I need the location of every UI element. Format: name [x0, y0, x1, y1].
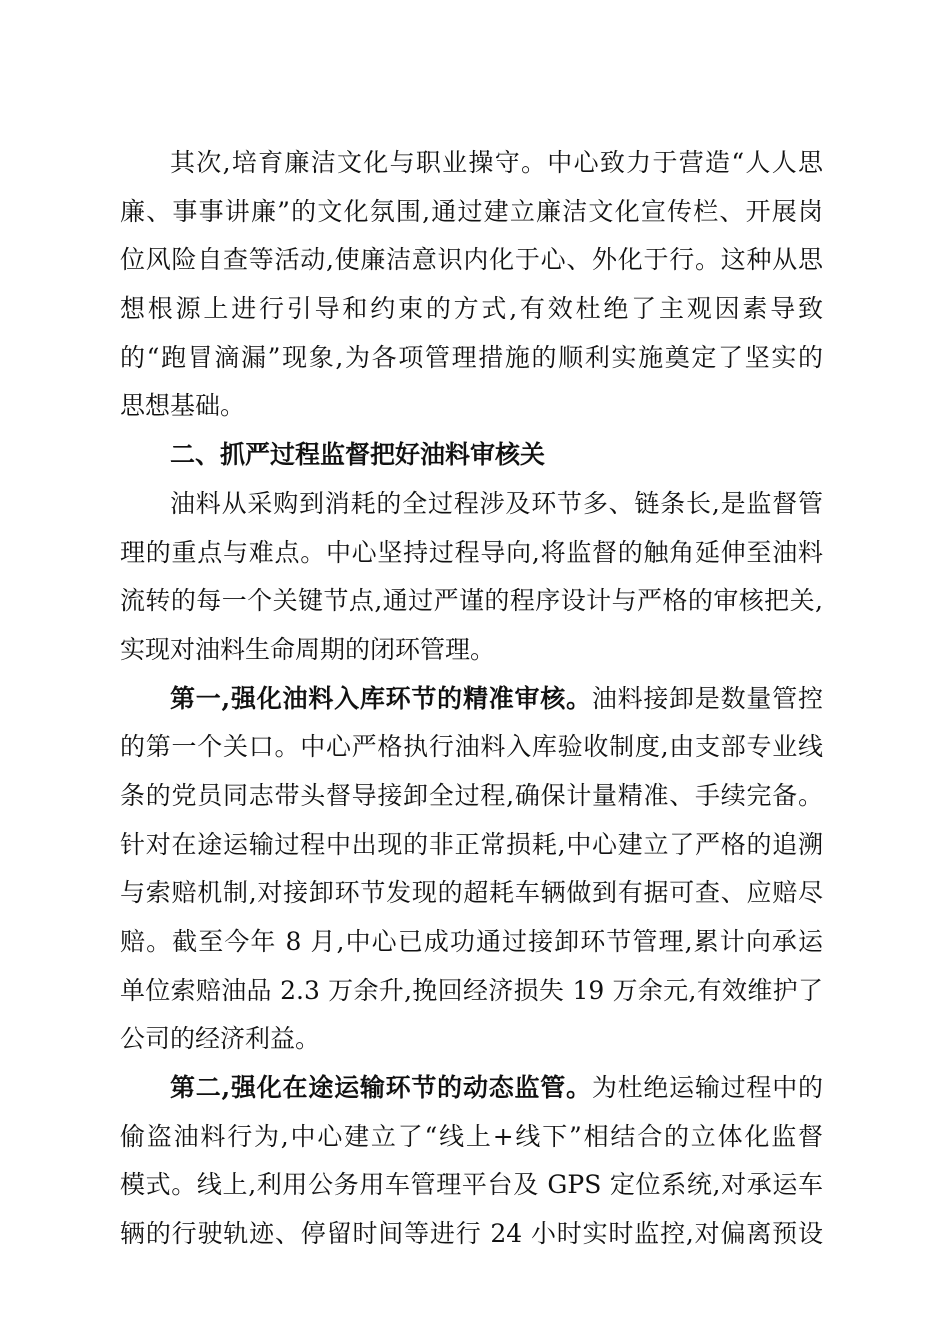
text-line: 单位索赔油品 2.3 万余升,挽回经济损失 19 万余元,有效维护了 [120, 975, 823, 1005]
text-line: 模式。线上,利用公务用车管理平台及 GPS 定位系统,对承运车 [120, 1170, 823, 1200]
text-line [120, 675, 823, 724]
text-line: 公司的经济利益。 [120, 1024, 321, 1054]
text-line: 廉、事事讲廉”的文化氛围,通过建立廉洁文化宣传栏、开展岗 [120, 196, 823, 226]
text-line: 的第一个关口。中心严格执行油料入库验收制度,由支部专业线 [120, 732, 823, 762]
lead-sentence: 第二,强化在途运输环节的动态监管。 [170, 1073, 592, 1103]
section-heading: 二、抓严过程监督把好油料审核关 [170, 440, 546, 470]
text-line: 油料从采购到消耗的全过程涉及环节多、链条长,是监督管 [170, 488, 823, 518]
text-line: 思想基础。 [120, 391, 246, 421]
paragraph-integrity-culture [120, 139, 823, 431]
lead-continuation: 为杜绝运输过程中的 [591, 1073, 823, 1103]
text-line: 偷盗油料行为,中心建立了“线上+线下”相结合的立体化监督 [120, 1121, 823, 1151]
paragraph-transport-monitoring [120, 1064, 823, 1259]
document-page [120, 139, 823, 1259]
text-line: 的“跑冒滴漏”现象,为各项管理措施的顺利实施奠定了坚实的 [120, 342, 823, 372]
paragraph-storage-audit [120, 675, 823, 1065]
text-line: 实现对油料生命周期的闭环管理。 [120, 634, 496, 664]
text-line: 赔。截至今年 8 月,中心已成功通过接卸环节管理,累计向承运 [120, 927, 823, 956]
text-line: 位风险自查等活动,使廉洁意识内化于心、外化于行。这种从思 [120, 245, 823, 275]
text-line: 辆的行驶轨迹、停留时间等进行 24 小时实时监控,对偏离预设 [120, 1219, 823, 1249]
lead-continuation: 油料接卸是数量管控 [591, 683, 823, 713]
text-line: 想根源上进行引导和约束的方式,有效杜绝了主观因素导致 [120, 294, 823, 324]
lead-sentence: 第一,强化油料入库环节的精准审核。 [170, 683, 592, 713]
text-line: 其次,培育廉洁文化与职业操守。中心致力于营造“人人思 [170, 148, 823, 177]
text-line: 条的党员同志带头督导接卸全过程,确保计量精准、手续完备。 [120, 780, 823, 810]
text-line [120, 1064, 823, 1113]
text-line: 与索赔机制,对接卸环节发现的超耗车辆做到有据可查、应赔尽 [120, 878, 823, 908]
text-line: 流转的每一个关键节点,通过严谨的程序设计与严格的审核把关, [120, 586, 823, 616]
paragraph-process-supervision [120, 480, 823, 675]
text-line: 理的重点与难点。中心坚持过程导向,将监督的触角延伸至油料 [120, 537, 823, 567]
text-line: 针对在途运输过程中出现的非正常损耗,中心建立了严格的追溯 [120, 829, 823, 859]
